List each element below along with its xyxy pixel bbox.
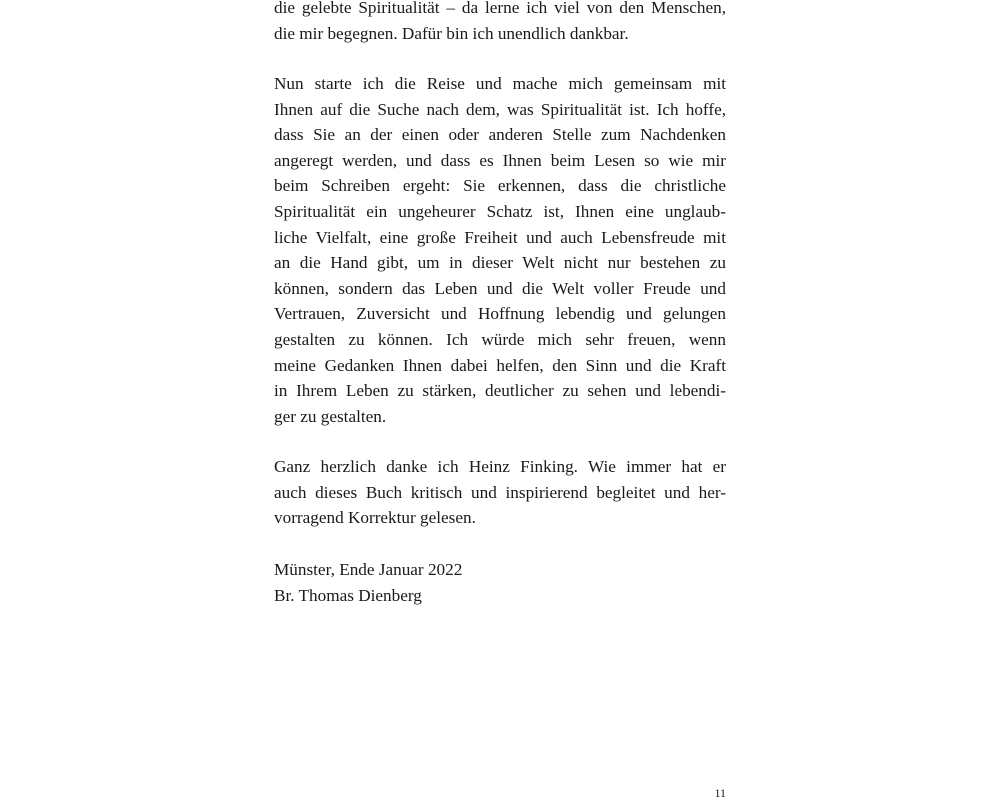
paragraph-2-line: Spiritualität ein ungeheurer Schatz ist, Ihnen eine unglaub- [274,201,726,221]
paragraph-1-line: die gelebte Spiritualität – da lerne ich viel von den Menschen, [274,0,726,17]
paragraph-2-line: meine Gedanken Ihnen dabei helfen, den Sinn und die Kraft [274,355,726,375]
paragraph-3-line: auch dieses Buch kritisch und inspirierend begleitet und her- [274,482,726,502]
paragraph-2-line: gestalten zu können. Ich würde mich sehr freuen, wenn [274,329,726,349]
paragraph-3-line: vorragend Korrektur gelesen. [274,508,476,528]
paragraph-2-line: dass Sie an der einen oder anderen Stelle zum Nachdenken [274,125,726,145]
paragraph-2-line: können, sondern das Leben und die Welt voller Freude und [274,278,726,298]
paragraph-2-line: angeregt werden, und dass es Ihnen beim Lesen so wie mir [274,150,726,170]
paragraph-2-line: Nun starte ich die Reise und mache mich gemeinsam mit [274,74,726,93]
place-date: Münster, Ende Januar 2022 [274,560,463,579]
paragraph-2-line: ger zu gestalten. [274,406,387,426]
signature [274,557,726,608]
paragraph-3-line: Ganz herzlich danke ich Heinz Finking. Wie immer hat er [274,457,726,476]
paragraph-2-line: Ihnen auf die Suche nach dem, was Spiritualität ist. Ich hoffe, [274,99,726,119]
paragraph-2 [274,71,726,429]
paragraph-2-line: liche Vielfalt, eine große Freiheit und auch Lebensfreude mit [274,227,726,247]
paragraph-1-line: die mir begegnen. Dafür bin ich unendlich dankbar. [274,23,629,43]
paragraph-2-line: beim Schreiben ergeht: Sie erkennen, dass die christliche [274,176,726,196]
page-number: 11 [714,786,726,800]
paragraph-2-line: in Ihrem Leben zu stärken, deutlicher zu sehen und lebendi- [274,381,726,401]
paragraph-2-line: an die Hand gibt, um in dieser Welt nicht nur bestehen zu [274,253,726,273]
paragraph-3 [274,454,726,531]
paragraph-2-line: Vertrauen, Zuversicht und Hoffnung lebendig und gelungen [274,304,726,324]
author-name: Br. Thomas Dienberg [274,585,422,605]
paragraph-1 [274,0,726,46]
